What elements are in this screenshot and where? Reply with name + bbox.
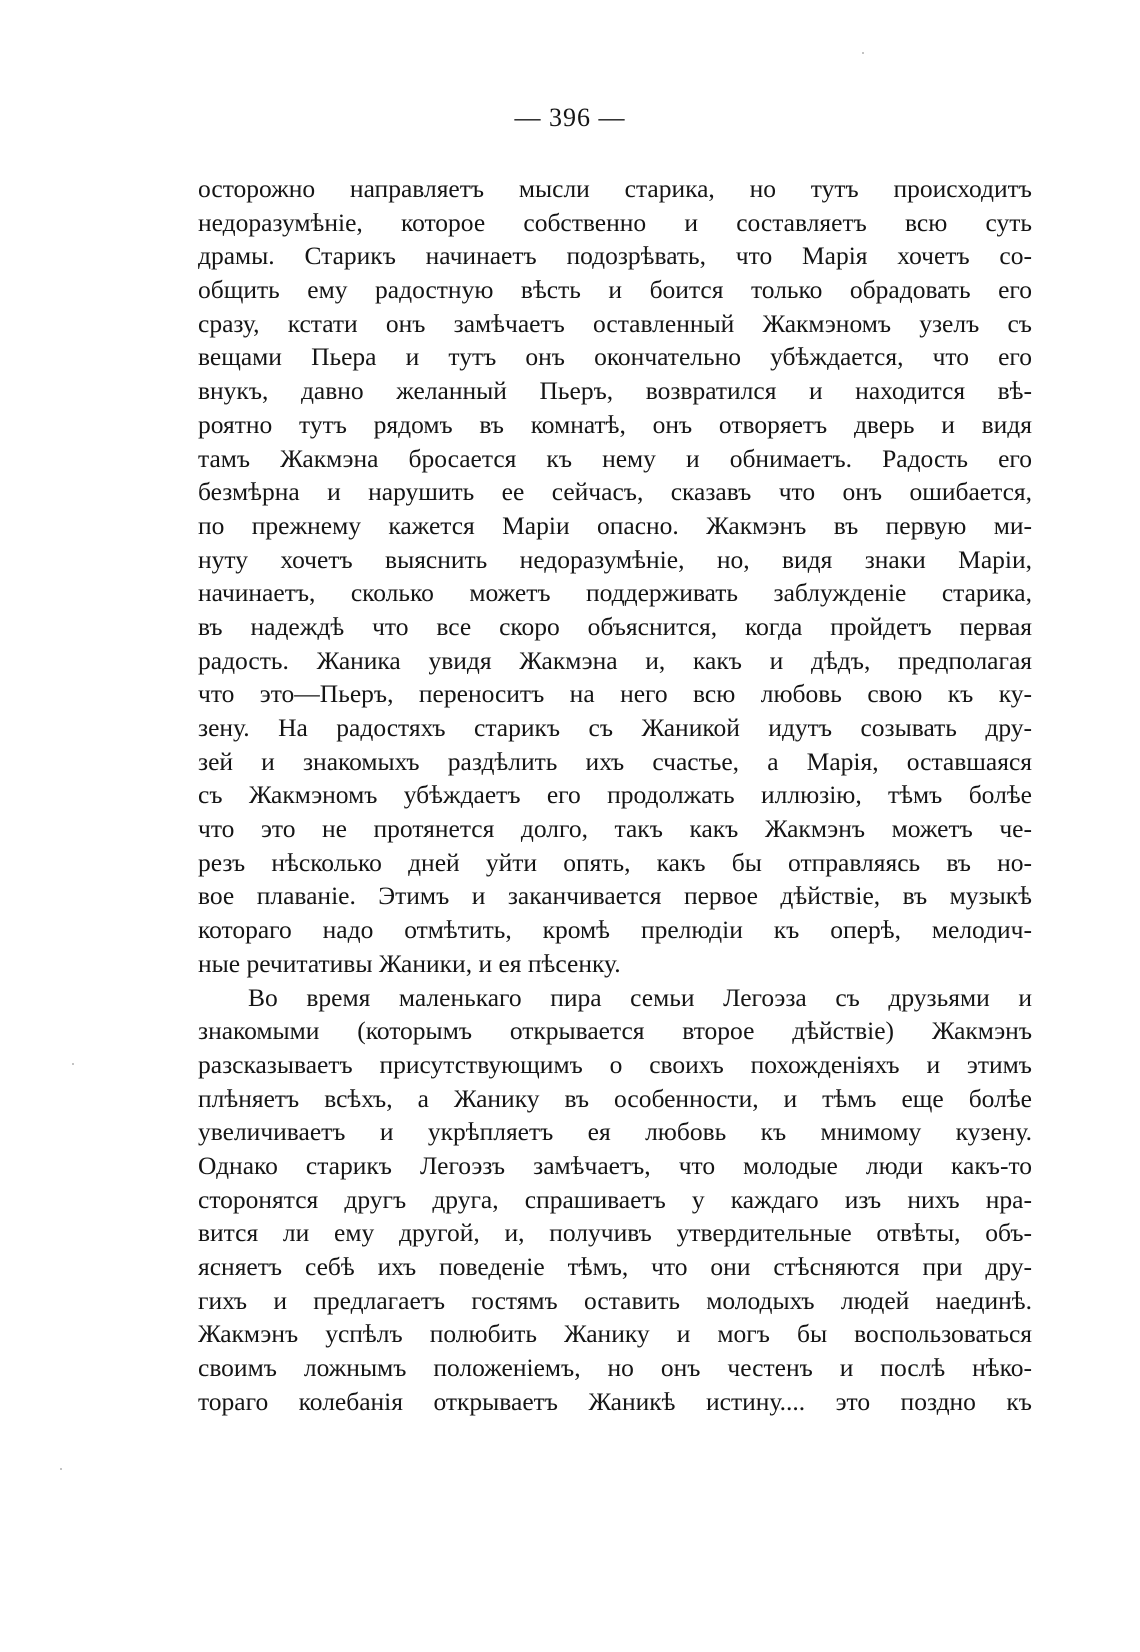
scan-speck: [72, 1063, 74, 1065]
text-line: разсказываетъ присутствующимъ о своихъ похожденіяхъ и этимъ: [198, 1049, 1032, 1079]
text-line: котораго надо отмѣтить, кромѣ прелюдіи къ оперѣ, мелодич-: [198, 915, 1032, 945]
text-line: радость. Жаника увидя Жакмэна и, какъ и дѣдъ, предполагая: [198, 645, 1032, 675]
text-line: ясняетъ себѣ ихъ поведеніе тѣмъ, что они стѣсняются при дру-: [198, 1252, 1032, 1281]
text-line: ные речитативы Жаники, и ея пѣсенку.: [198, 948, 621, 978]
text-line: тораго колебанія открываетъ Жаникѣ истину.... это поздно къ: [198, 1386, 1032, 1416]
text-line: вится ли ему другой, и, получивъ утвердительные отвѣты, объ-: [198, 1218, 1032, 1248]
text-line: начинаетъ, сколько можетъ поддерживать заблужденіе старика,: [198, 578, 1032, 608]
text-line: что это не протянется долго, такъ какъ Жакмэнъ можетъ че-: [198, 814, 1032, 844]
text-line: знакомыми (которымъ открывается второе дѣйствіе) Жакмэнъ: [198, 1016, 1032, 1046]
text-line: безмѣрна и нарушить ее сейчасъ, сказавъ что онъ ошибается,: [198, 477, 1032, 507]
paragraph: [198, 981, 1032, 1419]
text-line: сразу, кстати онъ замѣчаетъ оставленный Жакмэномъ узелъ съ: [198, 308, 1032, 338]
text-line: тамъ Жакмэна бросается къ нему и обнимаетъ. Радость его: [198, 443, 1032, 473]
text-line: нуту хочетъ выяснить недоразумѣніе, но, видя знаки Маріи,: [198, 544, 1032, 574]
text-line: роятно тутъ рядомъ въ комнатѣ, онъ отворяетъ дверь и видя: [198, 409, 1032, 439]
text-line: сторонятся другъ друга, спрашиваетъ у каждаго изъ нихъ нра-: [198, 1184, 1032, 1214]
text-line: зену. На радостяхъ старикъ съ Жаникой идутъ созывать дру-: [198, 713, 1032, 742]
text-line: въ надеждѣ что все скоро объяснится, когда пройдетъ первая: [198, 611, 1032, 641]
text-line: плѣняетъ всѣхъ, а Жанику въ особенности, и тѣмъ еще болѣе: [198, 1083, 1032, 1113]
text-line: гихъ и предлагаетъ гостямъ оставить молодыхъ людей наединѣ.: [198, 1285, 1032, 1315]
text-line: Во время маленькаго пира семьи Легоэза съ друзьями и: [248, 982, 1032, 1012]
scan-speck: [862, 52, 864, 54]
text-line: внукъ, давно желанный Пьеръ, возвратился и находится вѣ-: [198, 376, 1032, 406]
text-line: общить ему радостную вѣсть и боится только обрадовать его: [198, 275, 1032, 305]
text-line: Жакмэнъ успѣлъ полюбить Жанику и могъ бы воспользоваться: [198, 1319, 1032, 1349]
text-line: осторожно направляетъ мысли старика, но тутъ происходитъ: [198, 174, 1032, 203]
text-line: зей и знакомыхъ раздѣлить ихъ счастье, а Марія, оставшаяся: [198, 746, 1032, 776]
paragraph: [198, 172, 1032, 981]
page-number: — 396 —: [514, 103, 626, 132]
text-line: по прежнему кажется Маріи опасно. Жакмэнъ въ первую ми-: [198, 510, 1032, 540]
text-line: резъ нѣсколько дней уйти опять, какъ бы отправляясь въ но-: [198, 847, 1032, 877]
text-line: увеличиваетъ и укрѣпляетъ ея любовь къ мнимому кузену.: [198, 1117, 1032, 1147]
text-line: Однако старикъ Легоэзъ замѣчаетъ, что молодые люди какъ-то: [198, 1150, 1032, 1180]
body-text: [198, 172, 1032, 1418]
scan-speck: [60, 1468, 62, 1470]
text-line: своимъ ложнымъ положеніемъ, но онъ честенъ и послѣ нѣко-: [198, 1353, 1032, 1383]
text-line: вещами Пьера и тутъ онъ окончательно убѣждается, что его: [198, 342, 1032, 372]
text-line: драмы. Старикъ начинаетъ подозрѣвать, что Марія хочетъ со-: [198, 241, 1032, 271]
text-line: недоразумѣніе, которое собственно и составляетъ всю суть: [198, 207, 1032, 237]
text-line: вое плаваніе. Этимъ и заканчивается первое дѣйствіе, въ музыкѣ: [198, 881, 1032, 911]
text-line: что это—Пьеръ, переноситъ на него всю любовь свою къ ку-: [198, 679, 1032, 709]
text-line: съ Жакмэномъ убѣждаетъ его продолжать иллюзію, тѣмъ болѣе: [198, 780, 1032, 810]
